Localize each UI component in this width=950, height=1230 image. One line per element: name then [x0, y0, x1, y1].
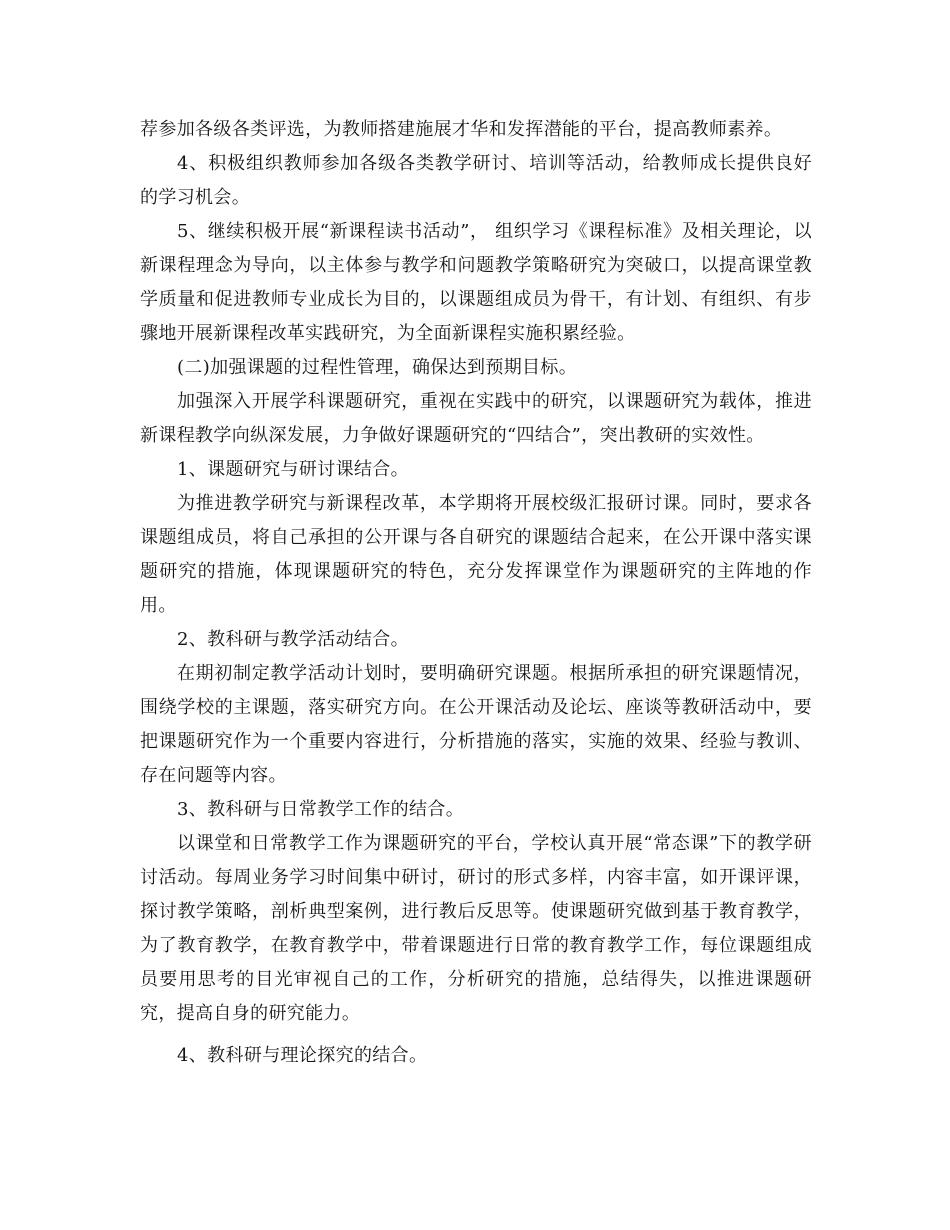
document-body [140, 113, 812, 1073]
subheading-research-seminar: 1、课题研究与研讨课结合。 [177, 459, 410, 480]
paragraph-item-5-reading: 5、继续积极开展“新课程读书活动”， 组织学习《课程标准》及相关理论，以新课程理念为导向，以主体参与教学和问题教学策略研究为突破口，以提高课堂教学质量和促进教师专业成长为目的，以课题组成员为骨干，有计划、有组织、有步骤地开展新课程改革实践研究，为全面新课程实施积累经验。 [140, 221, 812, 344]
subheading-theory-inquiry: 4、教科研与理论探究的结合。 [177, 1045, 428, 1066]
paragraph-continuation: 荐参加各级各类评选，为教师搭建施展才华和发挥潜能的平台，提高教师素养。 [140, 119, 783, 140]
paragraph-daily-teaching: 以课堂和日常教学工作为课题研究的平台，学校认真开展“常态课”下的教学研讨活动。每周业务学习时间集中研讨，研讨的形式多样，内容丰富，如开课评课，探讨教学策略，剖析典型案例，进行教后反思等。使课题研究做到基于教育教学，为了教育教学，在教育教学中，带着课题进行日常的教育教学工作，每位课题组成员要用思考的目光审视自己的工作，分析研究的措施，总结得失，以推进课题研究，提高自身的研究能力。 [140, 833, 812, 1024]
paragraph-subject-research: 加强深入开展学科课题研究，重视在实践中的研究，以课题研究为载体，推进新课程教学向纵深发展，力争做好课题研究的“四结合”，突出教研的实效性。 [140, 391, 812, 446]
section-heading-process-management: (二)加强课题的过程性管理，确保达到预期目标。 [177, 357, 578, 378]
paragraph-research-seminar: 为推进教学研究与新课程改革，本学期将开展校级汇报研讨课。同时，要求各课题组成员，将自己承担的公开课与各自研究的课题结合起来，在公开课中落实课题研究的措施，体现课题研究的特色，充分发挥课堂作为课题研究的主阵地的作用。 [140, 493, 812, 616]
subheading-daily-teaching: 3、教科研与日常教学工作的结合。 [177, 799, 465, 820]
paragraph-teaching-activities: 在期初制定教学活动计划时，要明确研究课题。根据所承担的研究课题情况，围绕学校的主课题，落实研究方向。在公开课活动及论坛、座谈等教研活动中，要把课题研究作为一个重要内容进行，分析措施的落实，实施的效果、经验与教训、存在问题等内容。 [140, 663, 812, 786]
paragraph-item-4-training: 4、积极组织教师参加各级各类教学研讨、培训等活动，给教师成长提供良好的学习机会。 [140, 153, 812, 208]
subheading-teaching-activities: 2、教科研与教学活动结合。 [177, 629, 410, 650]
